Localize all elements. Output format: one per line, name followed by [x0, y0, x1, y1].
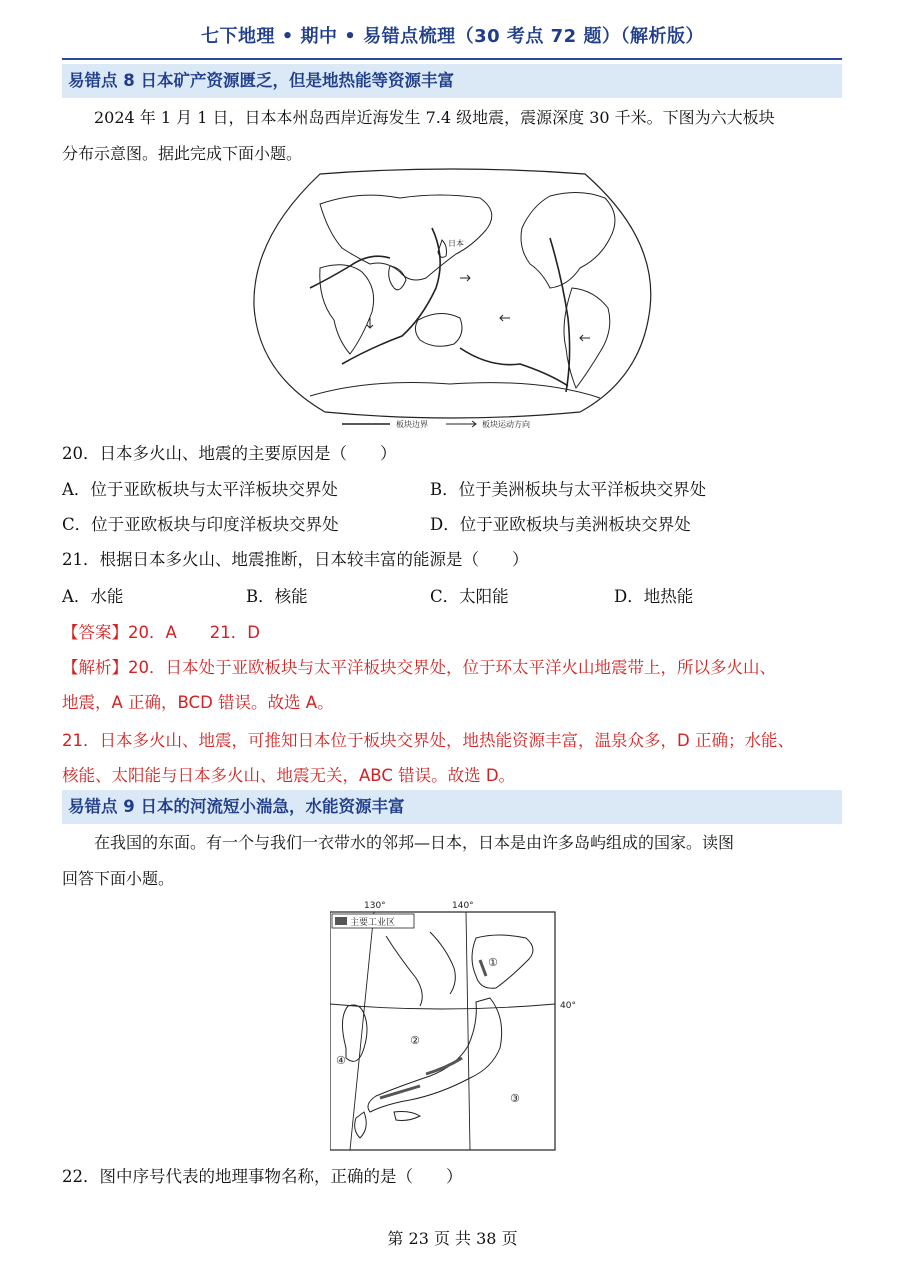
section-8-intro — [62, 100, 842, 136]
analysis-line-4: 核能、太阳能与日本多火山、地震无关，ABC 错误。故选 D。 — [62, 766, 516, 785]
marker-3: ③ — [510, 1092, 520, 1105]
lon-140-label: 140° — [452, 901, 474, 911]
q20-option-d: D．位于亚欧板块与美洲板块交界处 — [430, 515, 691, 534]
lon-130-label: 130° — [364, 901, 386, 911]
marker-1: ① — [488, 956, 498, 969]
page-footer: 第 23 页 共 38 页 — [387, 1229, 518, 1248]
q21-option-a: A．水能 — [62, 587, 124, 606]
section-8-title: 易错点 8 日本矿产资源匮乏，但是地热能等资源丰富 — [62, 64, 842, 98]
q20-option-b: B．位于美洲板块与太平洋板块交界处 — [430, 480, 707, 499]
lat-40-label: 40° — [560, 1001, 576, 1011]
page-header-title: 七下地理 • 期中 • 易错点梳理（30 考点 72 题）（解析版） — [201, 26, 704, 47]
section-9-title: 易错点 9 日本的河流短小湍急，水能资源丰富 — [62, 790, 842, 824]
legend-plate-direction: 板块运动方向 — [482, 420, 530, 429]
analysis-line-2: 地震，A 正确，BCD 错误。故选 A。 — [62, 693, 334, 712]
marker-4: ④ — [336, 1054, 346, 1067]
q21-option-b: B．核能 — [246, 587, 308, 606]
legend-plate-boundary: 板块边界 — [396, 420, 428, 429]
section-8-intro-line-1: 2024 年 1 月 1 日，日本本州岛西岸近海发生 7.4 级地震，震源深度 30 千米。下图为六大板块 — [94, 108, 775, 127]
world-plates-map — [250, 168, 655, 432]
section-9-intro-line-2: 回答下面小题。 — [62, 869, 175, 888]
japan-map — [330, 898, 585, 1154]
q21-option-c: C．太阳能 — [430, 587, 509, 606]
section-9-intro-line-1: 在我国的东面。有一个与我们一衣带水的邻邦—日本，日本是由许多岛屿组成的国家。读图 — [94, 833, 735, 852]
q20-option-c: C．位于亚欧板块与印度洋板块交界处 — [62, 515, 339, 534]
analysis-line-3: 21．日本多火山、地震，可推知日本位于板块交界处，地热能资源丰富，温泉众多，D 正确；水能、 — [62, 731, 794, 750]
section-8-intro-line-2: 分布示意图。据此完成下面小题。 — [62, 144, 303, 163]
marker-2: ② — [410, 1034, 420, 1047]
q21-option-d: D．地热能 — [614, 587, 694, 606]
question-22-stem: 22．图中序号代表的地理事物名称，正确的是（ ） — [62, 1167, 463, 1186]
q20-option-a: A．位于亚欧板块与太平洋板块交界处 — [62, 480, 338, 499]
industrial-zone-legend: 主要工业区 — [350, 918, 396, 928]
analysis-line-1: 【解析】20．日本处于亚欧板块与太平洋板块交界处，位于环太平洋火山地震带上，所以多火山、 — [62, 658, 776, 677]
question-21-stem: 21．根据日本多火山、地震推断，日本较丰富的能源是（ ） — [62, 550, 529, 569]
answer-line: 【答案】20．A 21．D — [62, 623, 260, 642]
header-divider — [62, 58, 842, 60]
question-20-stem: 20．日本多火山、地震的主要原因是（ ） — [62, 444, 397, 463]
japan-label: 日本 — [448, 239, 464, 248]
